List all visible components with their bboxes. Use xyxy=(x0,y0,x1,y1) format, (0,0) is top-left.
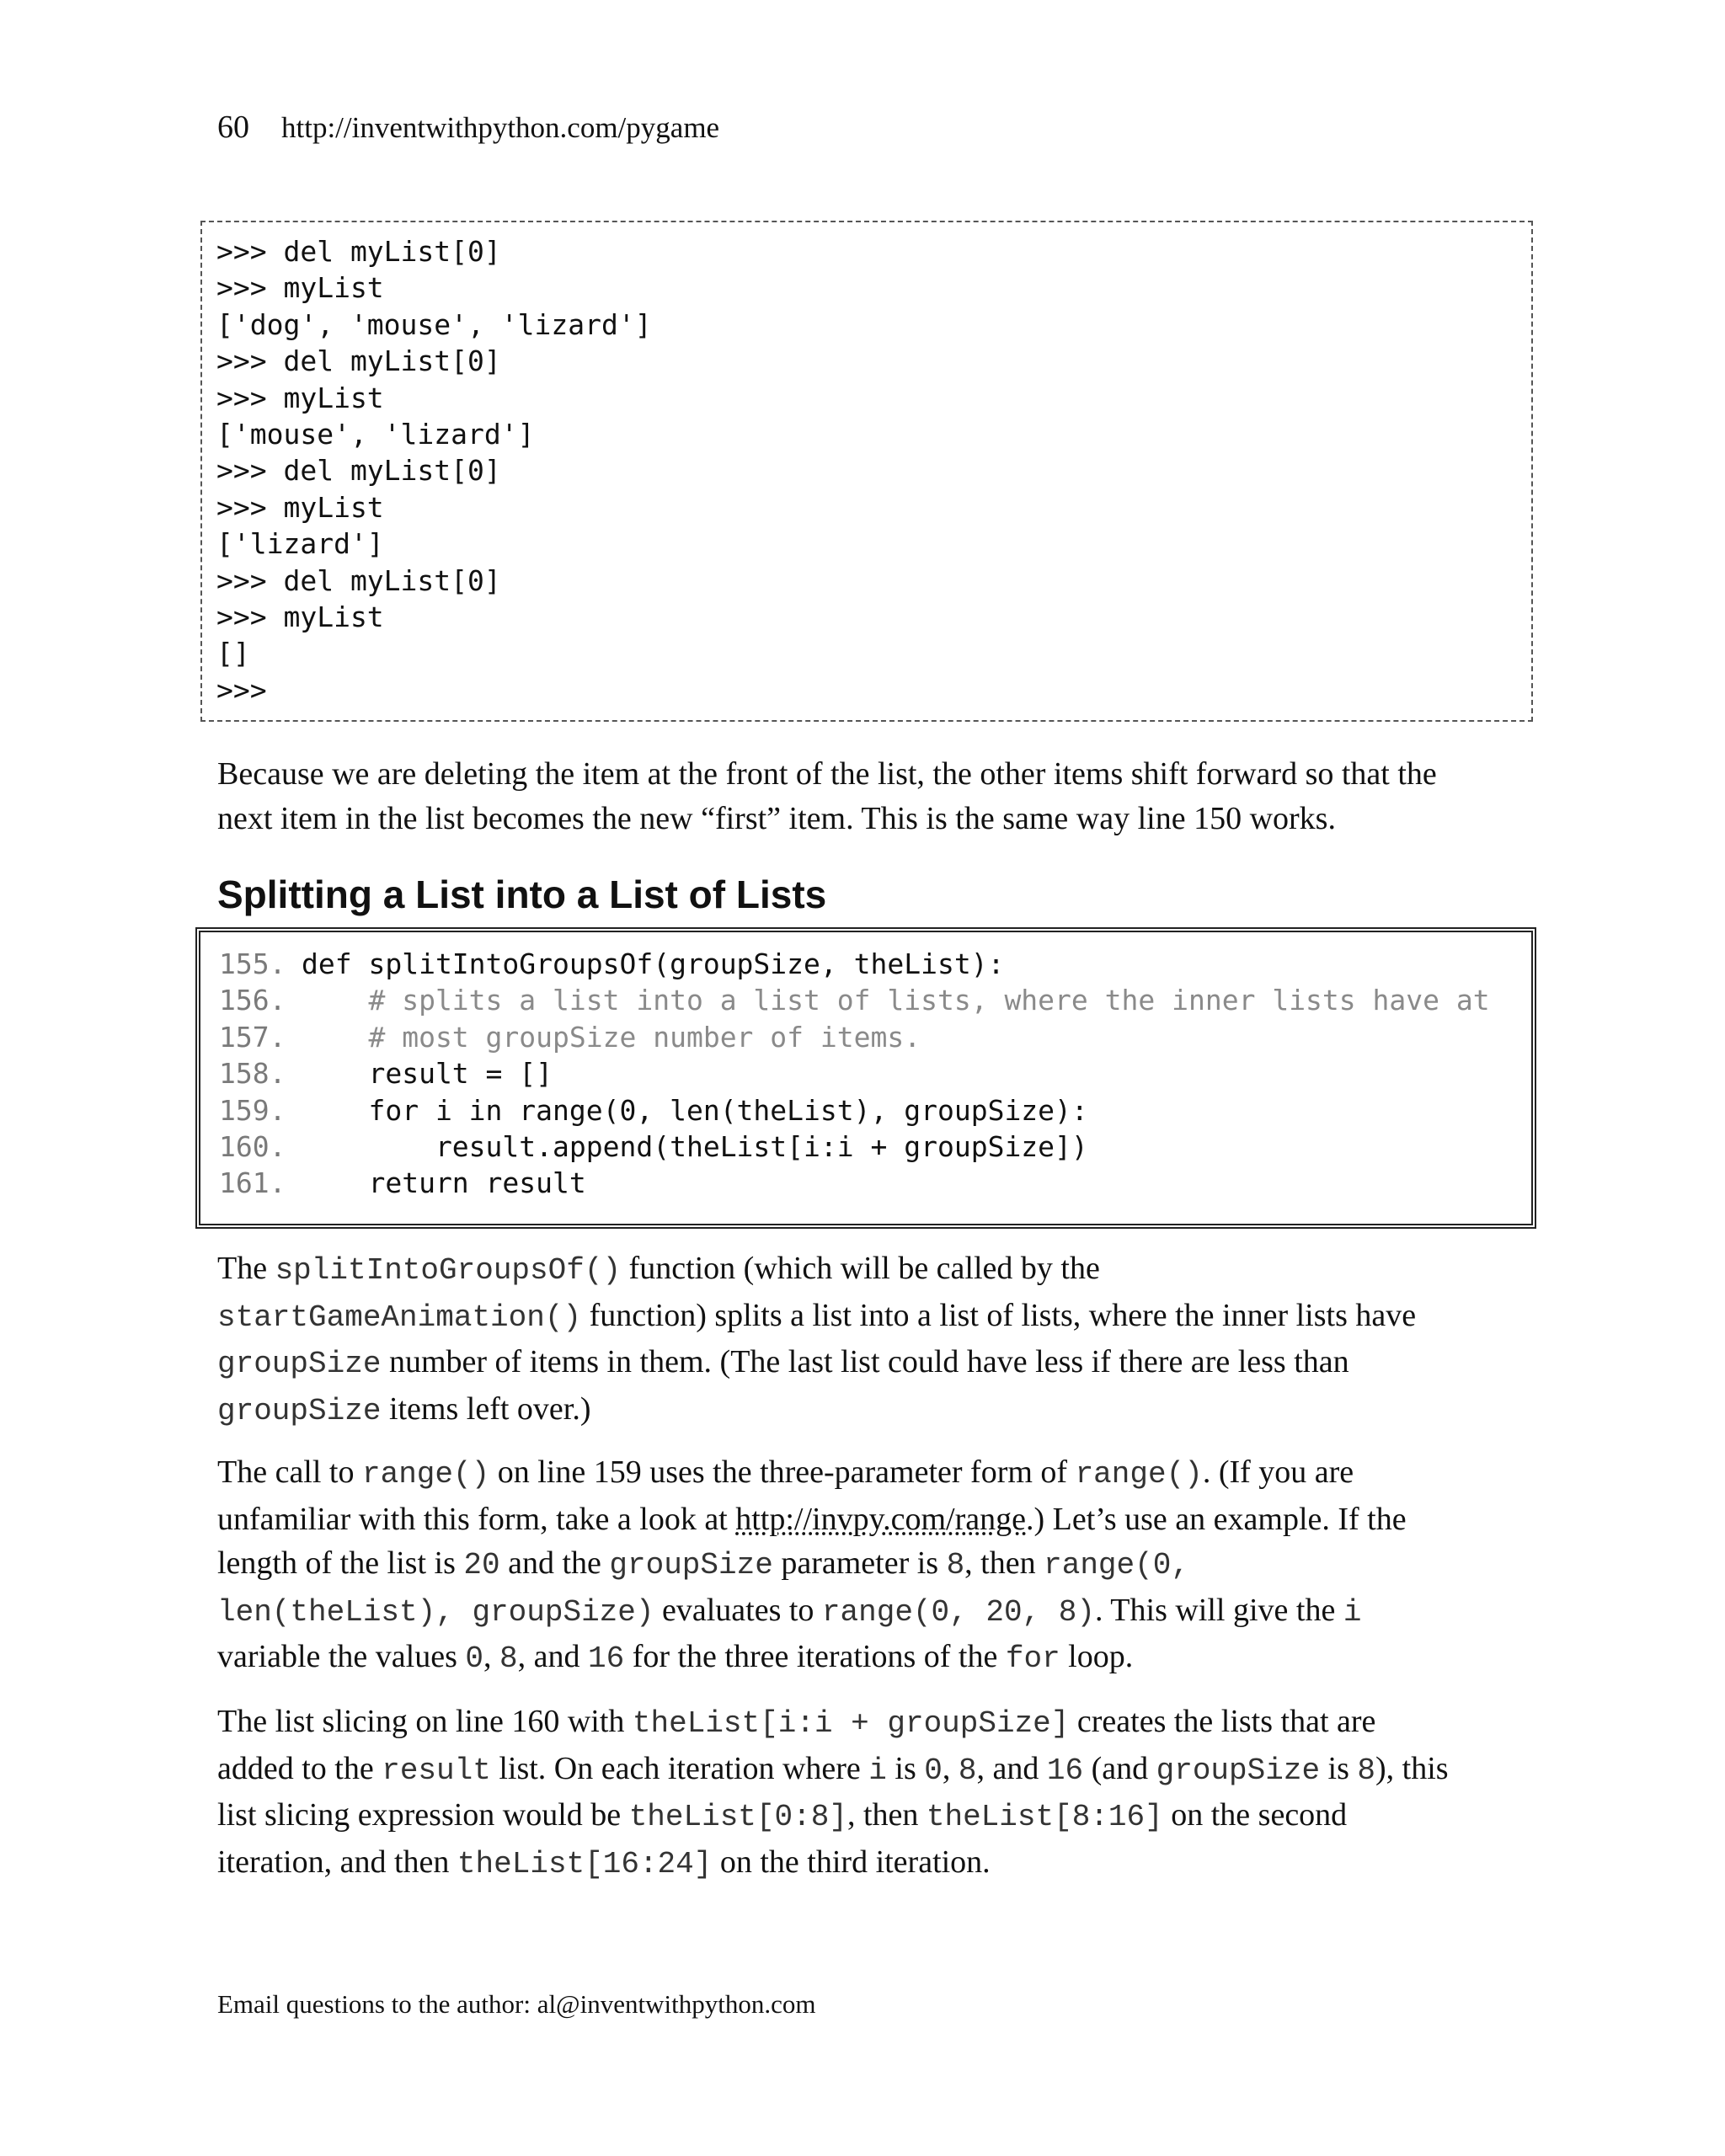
paragraph-line xyxy=(217,1294,1548,1341)
paragraph-line xyxy=(217,1635,1548,1682)
line-number: 155. xyxy=(219,947,286,980)
code-text: for i in range(0, len(theList), groupSize): xyxy=(302,1093,1088,1127)
paragraph-line xyxy=(217,1588,1548,1636)
paragraph-range-call xyxy=(217,1450,1548,1682)
text-span: .) Let’s use an example. If the xyxy=(1026,1501,1407,1537)
shell-line: ['mouse', 'lizard'] xyxy=(216,417,535,451)
code-listing-line xyxy=(219,946,1531,982)
text-span: evaluates to xyxy=(654,1592,822,1628)
inline-code: for xyxy=(1005,1641,1060,1676)
code-comment: # most groupSize number of items. xyxy=(302,1020,921,1054)
inline-code: groupSize xyxy=(609,1548,773,1582)
inline-code: range(0, xyxy=(1044,1548,1189,1582)
paragraph-line xyxy=(217,1793,1548,1840)
header-url: http://inventwithpython.com/pygame xyxy=(281,111,720,144)
text-span: loop. xyxy=(1060,1639,1134,1674)
text-span: The call to xyxy=(217,1454,362,1490)
shell-session-box xyxy=(200,221,1533,722)
text-span: creates the lists that are xyxy=(1069,1704,1376,1739)
paragraph-line xyxy=(217,1246,1548,1294)
page-footer: Email questions to the author: al@inventwithpython.com xyxy=(217,1989,816,2019)
shell-line: >>> xyxy=(216,673,267,707)
paragraph-line xyxy=(217,1747,1548,1794)
inline-code: 8 xyxy=(499,1641,518,1676)
text-span: . This will give the xyxy=(1094,1592,1343,1628)
line-number: 159. xyxy=(219,1093,286,1127)
code-comment: # splits a list into a list of lists, where the inner lists have at xyxy=(302,984,1490,1017)
inline-code: 16 xyxy=(587,1641,625,1676)
inline-code: groupSize xyxy=(1156,1753,1321,1788)
shell-line: >>> myList xyxy=(216,490,384,524)
text-span: ), this xyxy=(1375,1750,1449,1786)
code-text: result.append(theList[i:i + groupSize]) xyxy=(302,1129,1088,1163)
paragraph-line xyxy=(217,1450,1548,1497)
inline-code: i xyxy=(1343,1594,1362,1630)
line-number: 156. xyxy=(219,984,286,1017)
text-span: length of the list is xyxy=(217,1545,464,1581)
section-heading: Splitting a List into a List of Lists xyxy=(217,873,827,916)
inline-code: range() xyxy=(361,1457,490,1492)
code-listing-line xyxy=(219,1055,1531,1091)
text-span: parameter is xyxy=(772,1545,947,1581)
code-text: def splitIntoGroupsOf(groupSize, theList): xyxy=(302,947,1005,980)
inline-code: groupSize xyxy=(217,1347,382,1381)
text-span: , and xyxy=(517,1639,588,1674)
code-listing-line xyxy=(219,1165,1531,1201)
text-span: items left over.) xyxy=(381,1390,591,1427)
line-number: 157. xyxy=(219,1020,286,1054)
inline-code: splitIntoGroupsOf() xyxy=(275,1253,622,1288)
paragraph-line xyxy=(217,1340,1548,1387)
code-listing-line xyxy=(219,1019,1531,1055)
line-number: 160. xyxy=(219,1129,286,1163)
shell-line: >>> myList xyxy=(216,271,384,305)
inline-code: 8 xyxy=(1357,1753,1376,1788)
text-span: and the xyxy=(499,1545,610,1581)
shell-line: [] xyxy=(216,637,250,670)
inline-code: theList[0:8] xyxy=(628,1800,847,1834)
text-span: , xyxy=(483,1639,499,1674)
inline-code: 20 xyxy=(463,1548,500,1582)
inline-code: startGameAnimation() xyxy=(217,1299,582,1335)
text-span: The xyxy=(217,1251,275,1286)
code-text: result = [] xyxy=(302,1057,553,1091)
page-number: 60 xyxy=(217,109,249,145)
inline-code: range(0, 20, 8) xyxy=(821,1594,1095,1630)
inline-code: theList[i:i + groupSize] xyxy=(632,1706,1070,1741)
shell-line: >>> del myList[0] xyxy=(216,454,501,488)
text-span: is xyxy=(886,1750,925,1786)
shell-line: >>> del myList[0] xyxy=(216,344,501,378)
text-span: on the second xyxy=(1162,1797,1348,1833)
text-span: function (which will be called by the xyxy=(621,1251,1100,1286)
text-span: function) splits a list into a list of lists, where the inner lists have xyxy=(581,1297,1417,1333)
paragraph-line xyxy=(217,1840,1548,1887)
shell-line: ['lizard'] xyxy=(216,527,384,561)
inline-code: theList[16:24] xyxy=(457,1846,713,1881)
code-listing-line xyxy=(219,1129,1531,1165)
text-span: for the three iterations of the xyxy=(624,1639,1006,1674)
inline-code: range() xyxy=(1075,1457,1203,1492)
text-span: iteration, and then xyxy=(217,1844,457,1880)
text-span: , xyxy=(942,1750,959,1786)
text-span: unfamiliar with this form, take a look at xyxy=(217,1501,736,1537)
code-text: return result xyxy=(302,1166,586,1200)
text-span: The list slicing on line 160 with xyxy=(217,1704,633,1739)
inline-code: 0 xyxy=(465,1641,483,1676)
text-span: number of items in them. (The last list could have less if there are less than xyxy=(381,1344,1349,1380)
paragraph-line xyxy=(217,1541,1548,1588)
shell-line: >>> myList xyxy=(216,600,384,633)
inline-code: i xyxy=(868,1753,887,1788)
paragraph-line xyxy=(217,1387,1548,1434)
paragraph-line xyxy=(217,1497,1548,1542)
text-span: , then xyxy=(964,1545,1044,1581)
inline-code: 16 xyxy=(1046,1753,1084,1788)
line-number: 161. xyxy=(219,1166,286,1200)
paragraph-line xyxy=(217,1700,1548,1747)
page-header xyxy=(217,104,719,151)
paragraph-list-slicing xyxy=(217,1700,1548,1886)
text-span: variable the values xyxy=(217,1639,466,1674)
inline-code: result xyxy=(382,1753,491,1788)
text-span: . (If you are xyxy=(1202,1454,1354,1490)
paragraph-line: next item in the list becomes the new “first” item. This is the same way line 150 works. xyxy=(217,800,1336,836)
code-listing-line xyxy=(219,1092,1531,1129)
text-span: is xyxy=(1320,1750,1358,1786)
inline-code: 8 xyxy=(958,1753,977,1788)
inline-code: theList[8:16] xyxy=(926,1800,1163,1834)
inline-code: 8 xyxy=(946,1548,965,1582)
text-span: on line 159 uses the three-parameter form of xyxy=(489,1454,1076,1490)
text-span: , and xyxy=(976,1750,1047,1786)
text-span: (and xyxy=(1083,1750,1156,1786)
text-span: list slicing expression would be xyxy=(217,1797,629,1833)
code-listing-line xyxy=(219,982,1531,1018)
text-span: on the third iteration. xyxy=(712,1844,991,1880)
inline-code: len(theList), groupSize) xyxy=(217,1594,654,1630)
shell-line: ['dog', 'mouse', 'lizard'] xyxy=(216,307,652,341)
paragraph-deleting-items xyxy=(217,752,1548,841)
text-span: list. On each iteration where xyxy=(490,1750,869,1786)
paragraph-line: Because we are deleting the item at the front of the list, the other items shift forward so that the xyxy=(217,756,1437,792)
line-number: 158. xyxy=(219,1057,286,1091)
inline-code: groupSize xyxy=(217,1393,382,1428)
code-listing-box xyxy=(195,927,1536,1229)
text-span: , then xyxy=(846,1797,927,1833)
text-span: added to the xyxy=(217,1750,382,1786)
shell-line: >>> myList xyxy=(216,381,384,414)
inline-code: 0 xyxy=(924,1753,943,1788)
shell-line: >>> del myList[0] xyxy=(216,563,501,597)
paragraph-function-description xyxy=(217,1246,1548,1433)
range-link[interactable]: http://invpy.com/range xyxy=(735,1501,1026,1537)
shell-line: >>> del myList[0] xyxy=(216,235,501,268)
